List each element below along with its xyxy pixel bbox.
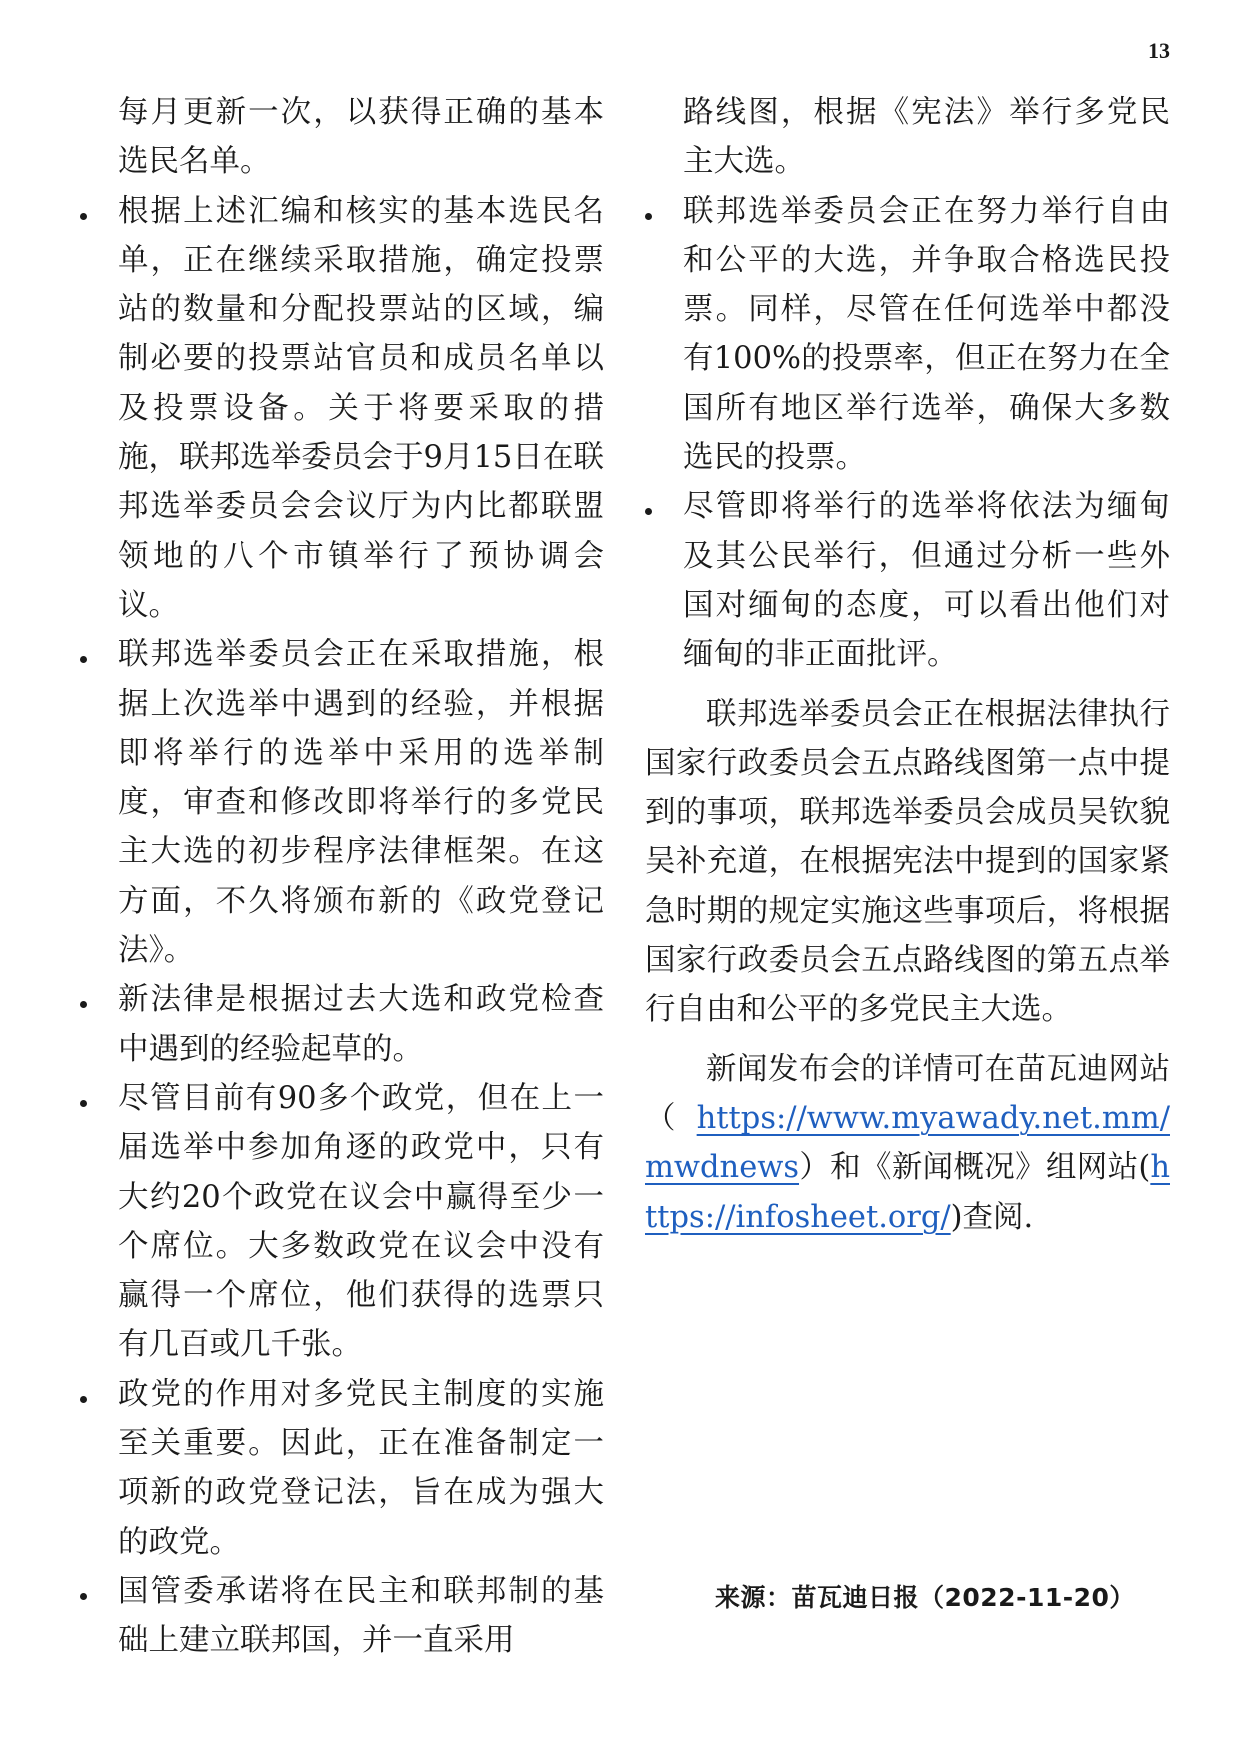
myawady-link[interactable]: https://www.myawady.net.mm/mwdnews [645, 1100, 1170, 1186]
right-continuation-paragraph: 路线图，根据《宪法》举行多党民主大选。 [683, 95, 1170, 180]
page-number: 13 [1148, 38, 1170, 63]
closing-text-after: )查阅. [950, 1199, 1034, 1235]
paragraph-spacer [645, 680, 1170, 690]
bullet-item: 尽管即将举行的选举将依法为缅甸及其公民举行，但通过分析一些外国对缅甸的态度，可以看出他们对缅甸的非正面批评。 [683, 482, 1170, 679]
bullet-item: 根据上述汇编和核实的基本选民名单，正在继续采取措施，确定投票站的数量和分配投票站的区域，编制必要的投票站官员和成员名单以及投票设备。关于将要采取的措施，联邦选举委员会于9月15日在联邦选举委员会会议厅为内比都联盟领地的八个市镇举行了预协调会议。 [118, 187, 604, 631]
infosheet-link[interactable]: https://infosheet.org/ [645, 1150, 1170, 1235]
closing-paragraph [645, 1045, 1170, 1242]
body-paragraph: 联邦选举委员会正在根据法律执行国家行政委员会五点路线图第一点中提到的事项，联邦选举委员会成员吴钦貌吴补充道，在根据宪法中提到的国家紧急时期的规定实施这些事项后，将根据国家行政委员会五点路线图的第五点举行自由和公平的多党民主大选。 [645, 696, 1170, 1028]
bullet-item: 联邦选举委员会正在努力举行自由和公平的大选，并争取合格选民投票。同样，尽管在任何选举中都没有100%的投票率，但正在努力在全国所有地区举行选举，确保大多数选民的投票。 [683, 187, 1170, 483]
closing-text-before: 新闻发布会的详情可在苗瓦迪网站（ [645, 1051, 1170, 1136]
left-continuation-paragraph: 每月更新一次，以获得正确的基本选民名单。 [118, 95, 604, 180]
paragraph-spacer [645, 1035, 1170, 1045]
right-column [645, 88, 1170, 1242]
bullet-item: 联邦选举委员会正在采取措施，根据上次选举中遇到的经验，并根据即将举行的选举中采用的选举制度，审查和修改即将举行的多党民主大选的初步程序法律框架。在这方面，不久将颁布新的《政党登记法》。 [118, 630, 604, 975]
closing-text-middle: ）和《新闻概况》组网站( [799, 1150, 1151, 1186]
bullet-item: 政党的作用对多党民主制度的实施至关重要。因此，正在准备制定一项新的政党登记法，旨在成为强大的政党。 [118, 1370, 604, 1567]
left-column [118, 88, 604, 1666]
bullet-item: 新法律是根据过去大选和政党检查中遇到的经验起草的。 [118, 975, 604, 1074]
bullet-item: 国管委承诺将在民主和联邦制的基础上建立联邦国，并一直采用 [118, 1567, 604, 1666]
source-attribution: 来源：苗瓦迪日报（2022-11-20） [715, 1583, 1135, 1612]
bullet-item: 尽管目前有90多个政党，但在上一届选举中参加角逐的政党中，只有大约20个政党在议会中赢得至少一个席位。大多数政党在议会中没有赢得一个席位，他们获得的选票只有几百或几千张。 [118, 1074, 604, 1370]
